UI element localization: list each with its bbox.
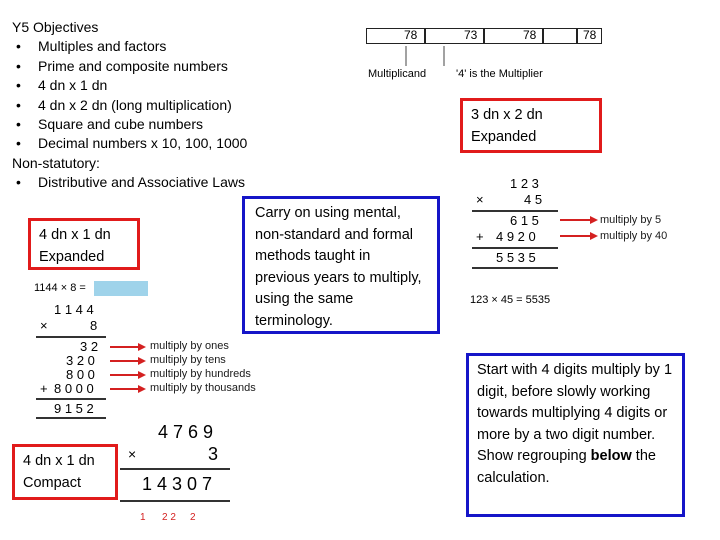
arrow-label: multiply by thousands [150,382,256,394]
bar-cell: 78 [404,28,418,42]
expanded-3x2-calculation [470,174,680,314]
objectives-title: Y5 Objectives [12,19,99,35]
equation: 1144 × 8 = [34,282,86,294]
arrow-label: multiply by hundreds [150,368,251,380]
carry-digit: 2 [190,512,196,523]
multiplicand: 4 7 6 9 [158,422,214,442]
objectives-list [12,18,247,193]
multiplier: 3 [208,444,219,464]
summary: 123 × 45 = 5535 [470,294,551,306]
result: 5 5 3 5 [496,250,536,265]
partial-product: 8 0 0 0 [54,381,94,396]
times-sign: × [40,318,48,333]
bar-cell: 73 [464,28,478,42]
partial-product: 8 0 0 [66,367,95,382]
box-4dn-1dn-compact: 4 dn x 1 dn Compact [12,444,118,500]
arrow-label: multiply by tens [150,354,226,366]
expanded-4x1-calculation [32,280,256,420]
bar-model [366,28,602,94]
result: 1 4 3 0 7 [142,474,213,494]
result: 9 1 5 2 [54,401,94,416]
objective-item: • Multiples and factors [16,38,167,55]
arrows [558,214,600,244]
partial-product: 3 2 [80,339,99,354]
objective-item: • 4 dn x 2 dn (long multiplication) [16,96,232,113]
non-statutory-label: Non-statutory: [12,154,100,171]
box-carry-on: Carry on using mental, non-standard and formal methods taught in previous years to multiply, using the same terminology. [242,196,440,334]
arrows [108,340,148,400]
multiplicand-label: Multiplicand [368,68,427,80]
objective-item: • Decimal numbers x 10, 100, 1000 [16,135,248,152]
compact-4x1-calculation [118,420,238,525]
multiplier: 4 5 [524,192,543,207]
arrow-label: multiply by 5 [600,214,662,226]
objective-item: • Square and cube numbers [16,116,203,133]
carry-digit: 2 2 [162,512,176,523]
times-sign: × [128,446,137,462]
times-sign: × [476,192,484,207]
partial-product: 6 1 5 [510,213,539,228]
objective-item: • 4 dn x 1 dn [16,77,108,94]
multiplicand: 1 1 4 4 [54,302,94,317]
arrow-label: multiply by ones [150,340,229,352]
box-start-with: Start with 4 digits multiply by 1 digit, before slowly working towards multiplying 4 digits or more by a two digit number. Show regrouping below the calculation. [466,353,685,517]
bar-cell: 78 [583,28,597,42]
carry-digit: 1 [140,512,146,523]
multiplier-label: '4' is the Multiplier [456,68,543,80]
plus-sign: + [476,229,484,244]
objective-item: • Prime and composite numbers [16,57,228,74]
partial-product: 4 9 2 0 [496,229,536,244]
objective-item: • Distributive and Associative Laws [16,174,245,191]
box-4dn-1dn-expanded: 4 dn x 1 dn Expanded [28,218,140,270]
arrow-label: multiply by 40 [600,230,668,242]
partial-product: 3 2 0 [66,353,95,368]
box-3dn-2dn-expanded: 3 dn x 2 dn Expanded [460,98,602,153]
multiplier: 8 [90,318,98,333]
bar-cell: 78 [523,28,537,42]
answer-blank [94,281,148,296]
multiplicand: 1 2 3 [510,176,539,191]
plus-sign: + [40,381,48,396]
